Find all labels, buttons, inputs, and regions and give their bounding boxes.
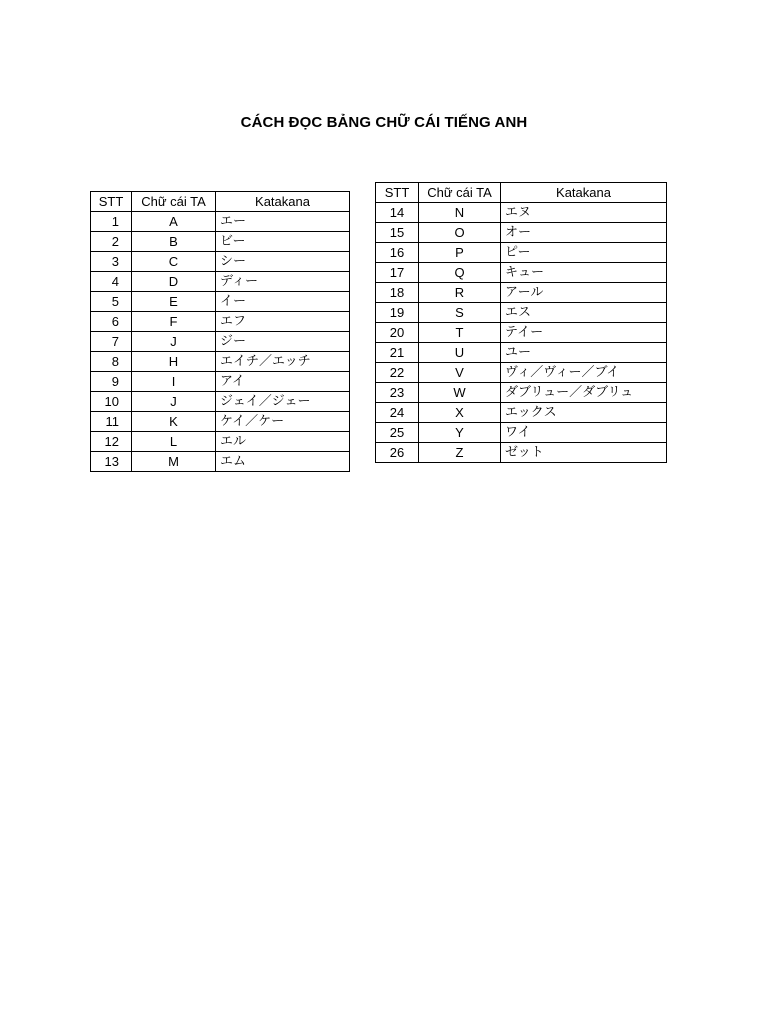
- table-row: [91, 252, 350, 272]
- column-header-stt: STT: [376, 183, 419, 203]
- table-row: [91, 432, 350, 452]
- stt-cell: 13: [91, 452, 132, 472]
- katakana-cell: エヌ: [501, 203, 667, 223]
- table-row: [376, 363, 667, 383]
- katakana-cell: エル: [216, 432, 350, 452]
- katakana-cell: ユー: [501, 343, 667, 363]
- table-row: [91, 312, 350, 332]
- letter-cell: H: [132, 352, 216, 372]
- katakana-cell: エー: [216, 212, 350, 232]
- katakana-cell: エイチ／エッチ: [216, 352, 350, 372]
- table-row: [376, 423, 667, 443]
- letter-cell: J: [132, 392, 216, 412]
- letter-cell: S: [419, 303, 501, 323]
- letter-cell: C: [132, 252, 216, 272]
- table-row: [376, 203, 667, 223]
- table-row: [376, 303, 667, 323]
- table-row: [91, 272, 350, 292]
- katakana-cell: ケイ／ケー: [216, 412, 350, 432]
- letter-cell: P: [419, 243, 501, 263]
- stt-cell: 9: [91, 372, 132, 392]
- alphabet-table-left: [90, 191, 350, 472]
- stt-cell: 6: [91, 312, 132, 332]
- stt-cell: 23: [376, 383, 419, 403]
- katakana-cell: テイー: [501, 323, 667, 343]
- table-row: [91, 292, 350, 312]
- table-row: [376, 443, 667, 463]
- stt-cell: 10: [91, 392, 132, 412]
- stt-cell: 4: [91, 272, 132, 292]
- katakana-cell: ダブリュー／ダブリュ: [501, 383, 667, 403]
- katakana-cell: シー: [216, 252, 350, 272]
- stt-cell: 14: [376, 203, 419, 223]
- katakana-cell: ヴィ／ヴィー／ブイ: [501, 363, 667, 383]
- stt-cell: 20: [376, 323, 419, 343]
- katakana-cell: エス: [501, 303, 667, 323]
- column-header-stt: STT: [91, 192, 132, 212]
- stt-cell: 5: [91, 292, 132, 312]
- letter-cell: A: [132, 212, 216, 232]
- stt-cell: 24: [376, 403, 419, 423]
- table-row: [91, 212, 350, 232]
- stt-cell: 11: [91, 412, 132, 432]
- table-row: [376, 403, 667, 423]
- table-row: [376, 343, 667, 363]
- letter-cell: B: [132, 232, 216, 252]
- letter-cell: Q: [419, 263, 501, 283]
- letter-cell: M: [132, 452, 216, 472]
- katakana-cell: ワイ: [501, 423, 667, 443]
- table-row: [91, 352, 350, 372]
- katakana-cell: エックス: [501, 403, 667, 423]
- letter-cell: E: [132, 292, 216, 312]
- column-header-letter: Chữ cái TA: [419, 183, 501, 203]
- letter-cell: R: [419, 283, 501, 303]
- stt-cell: 16: [376, 243, 419, 263]
- katakana-cell: オー: [501, 223, 667, 243]
- table-row: [91, 332, 350, 352]
- letter-cell: F: [132, 312, 216, 332]
- alphabet-table-right: [375, 182, 667, 463]
- stt-cell: 25: [376, 423, 419, 443]
- stt-cell: 17: [376, 263, 419, 283]
- katakana-cell: ジー: [216, 332, 350, 352]
- katakana-cell: ディー: [216, 272, 350, 292]
- katakana-cell: ビー: [216, 232, 350, 252]
- letter-cell: L: [132, 432, 216, 452]
- katakana-cell: アール: [501, 283, 667, 303]
- letter-cell: Z: [419, 443, 501, 463]
- letter-cell: W: [419, 383, 501, 403]
- katakana-cell: エフ: [216, 312, 350, 332]
- letter-cell: X: [419, 403, 501, 423]
- table-row: [376, 383, 667, 403]
- stt-cell: 21: [376, 343, 419, 363]
- stt-cell: 19: [376, 303, 419, 323]
- stt-cell: 22: [376, 363, 419, 383]
- stt-cell: 3: [91, 252, 132, 272]
- letter-cell: O: [419, 223, 501, 243]
- stt-cell: 26: [376, 443, 419, 463]
- letter-cell: I: [132, 372, 216, 392]
- table-row: [91, 452, 350, 472]
- table-row: [376, 243, 667, 263]
- letter-cell: N: [419, 203, 501, 223]
- stt-cell: 7: [91, 332, 132, 352]
- letter-cell: V: [419, 363, 501, 383]
- table-row: [91, 412, 350, 432]
- stt-cell: 12: [91, 432, 132, 452]
- page-title: CÁCH ĐỌC BẢNG CHỮ CÁI TIẾNG ANH: [240, 114, 528, 131]
- katakana-cell: ピー: [501, 243, 667, 263]
- table-header-row: [91, 192, 350, 212]
- letter-cell: D: [132, 272, 216, 292]
- stt-cell: 1: [91, 212, 132, 232]
- stt-cell: 8: [91, 352, 132, 372]
- table-row: [91, 232, 350, 252]
- katakana-cell: ゼット: [501, 443, 667, 463]
- table-row: [91, 372, 350, 392]
- table-row: [376, 263, 667, 283]
- katakana-cell: エム: [216, 452, 350, 472]
- letter-cell: Y: [419, 423, 501, 443]
- stt-cell: 15: [376, 223, 419, 243]
- stt-cell: 2: [91, 232, 132, 252]
- stt-cell: 18: [376, 283, 419, 303]
- katakana-cell: キュー: [501, 263, 667, 283]
- column-header-letter: Chữ cái TA: [132, 192, 216, 212]
- letter-cell: U: [419, 343, 501, 363]
- katakana-cell: ジェイ／ジェー: [216, 392, 350, 412]
- letter-cell: T: [419, 323, 501, 343]
- table-row: [376, 323, 667, 343]
- column-header-katakana: Katakana: [501, 183, 667, 203]
- table-row: [376, 283, 667, 303]
- table-row: [376, 223, 667, 243]
- letter-cell: K: [132, 412, 216, 432]
- table-header-row: [376, 183, 667, 203]
- katakana-cell: アイ: [216, 372, 350, 392]
- column-header-katakana: Katakana: [216, 192, 350, 212]
- table-row: [91, 392, 350, 412]
- letter-cell: J: [132, 332, 216, 352]
- katakana-cell: イー: [216, 292, 350, 312]
